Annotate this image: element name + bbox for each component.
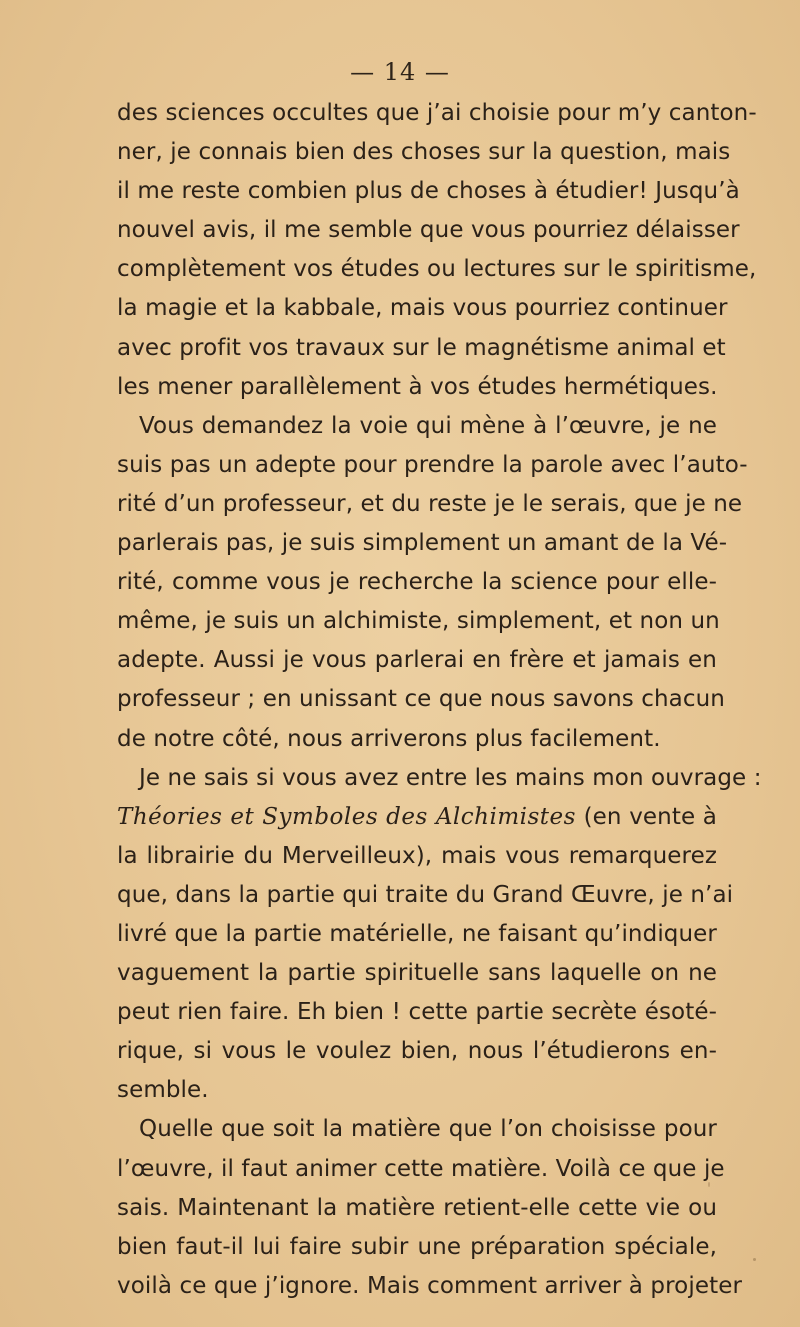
text-line: voilà ce que j’ignore. Mais comment arriver à projeter xyxy=(117,1272,742,1299)
paper-speck xyxy=(753,1258,756,1261)
text-line: Je ne sais si vous avez entre les mains mon ouvrage : xyxy=(139,764,762,791)
paper-speck xyxy=(708,1182,710,1187)
text-line: des sciences occultes que j’ai choisie pour m’y canton- xyxy=(117,100,757,126)
text-line: Quelle que soit la matière que l’on choisisse pour xyxy=(139,1116,717,1143)
page-number: — 14 — xyxy=(350,58,450,86)
text-line: peut rien faire. Eh bien ! cette partie secrète ésoté- xyxy=(117,999,717,1026)
text-line: que, dans la partie qui traite du Grand Œuvre, je n’ai xyxy=(117,881,734,908)
text-line: ner, je connais bien des choses sur la question, mais xyxy=(117,139,731,166)
text-line: adepte. Aussi je vous parlerai en frère et jamais en xyxy=(117,647,717,674)
text-line: Vous demandez la voie qui mène à l’œuvre, je ne xyxy=(139,412,717,439)
text-line: livré que la partie matérielle, ne faisant qu’indiquer xyxy=(117,920,717,947)
text-line: la magie et la kabbale, mais vous pourriez continuer xyxy=(117,295,728,322)
text-line: l’œuvre, il faut animer cette matière. Voilà ce que je xyxy=(117,1155,725,1182)
text-line: bien faut-il lui faire subir une préparation spéciale, xyxy=(117,1233,717,1260)
text-line: les mener parallèlement à vos études hermétiques. xyxy=(117,373,718,400)
body-text xyxy=(117,94,762,1306)
text-line: complètement vos études ou lectures sur le spiritisme, xyxy=(117,256,757,283)
text-fragment: (en vente à xyxy=(575,803,718,830)
text-line: sais. Maintenant la matière retient-elle cette vie ou xyxy=(117,1194,717,1221)
book-title: Théories et Symboles des Alchimistes xyxy=(117,803,576,830)
text-line: rité d’un professeur, et du reste je le serais, que je ne xyxy=(117,490,743,517)
text-line: professeur ; en unissant ce que nous savons chacun xyxy=(117,686,725,713)
text-line: même, je suis un alchimiste, simplement, et non un xyxy=(117,608,720,635)
text-line: nouvel avis, il me semble que vous pourriez délaisser xyxy=(117,217,740,244)
text-line: rique, si vous le voulez bien, nous l’étudierons en- xyxy=(117,1038,717,1065)
text-line-with-title xyxy=(117,798,717,837)
text-line: rité, comme vous je recherche la science pour elle- xyxy=(117,569,717,596)
text-line: parlerais pas, je suis simplement un amant de la Vé- xyxy=(117,530,728,557)
text-line: avec profit vos travaux sur le magnétisme animal et xyxy=(117,334,726,361)
text-line: la librairie du Merveilleux), mais vous remarquerez xyxy=(117,842,717,869)
text-line: de notre côté, nous arriverons plus facilement. xyxy=(117,725,661,752)
text-line: semble. xyxy=(117,1077,209,1104)
text-line: il me reste combien plus de choses à étudier! Jusqu’à xyxy=(117,178,740,205)
text-line: suis pas un adepte pour prendre la parole avec l’auto- xyxy=(117,451,748,478)
text-line: vaguement la partie spirituelle sans laquelle on ne xyxy=(117,960,717,987)
